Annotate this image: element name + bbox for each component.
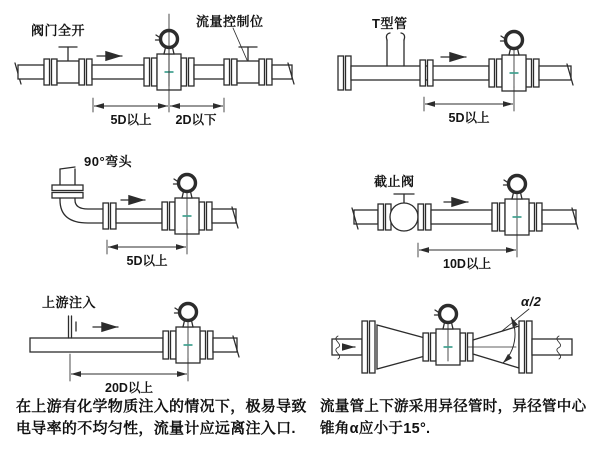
large-flange <box>362 321 368 373</box>
globe-valve <box>390 194 418 231</box>
panel-upstream-injection <box>30 304 239 382</box>
flange-pair <box>44 59 57 85</box>
dim-label-5d-elbow: 5D以上 <box>126 254 168 268</box>
caption-reducer-line1: 流量管上下游采用异径管时，异径管中心 <box>320 399 587 415</box>
caption-reducer-line2: 锥角α应小于15°. <box>320 421 431 437</box>
pipe <box>92 65 144 79</box>
flange-pair <box>378 204 391 230</box>
flange-pair <box>259 59 272 85</box>
panel-reducer <box>332 306 572 374</box>
gate-valve-flow-control <box>237 47 259 83</box>
pipe <box>213 338 237 352</box>
flowmeter <box>162 175 212 235</box>
dim-label-5d-upstream: 5D以上 <box>110 113 152 127</box>
caption-injection-note <box>16 396 312 440</box>
flowmeter <box>489 32 539 92</box>
flange-pair <box>224 59 237 85</box>
label-flow-control-position: 流量控制位 <box>196 14 264 29</box>
large-flange <box>519 321 525 373</box>
injection-tube <box>69 316 77 338</box>
dim-label-20d: 20D以上 <box>105 381 153 395</box>
flange-pair <box>79 59 92 85</box>
label-upstream-injection: 上游注入 <box>42 295 97 310</box>
label-half-cone-angle: α/2 <box>521 294 542 309</box>
large-flange <box>527 321 533 373</box>
pipe <box>30 338 163 352</box>
caption-reducer-note <box>320 396 596 440</box>
gate-valve-full-open <box>57 47 79 83</box>
pipe <box>431 210 492 224</box>
dim-label-5d-tpipe: 5D以上 <box>448 111 490 125</box>
end-flange <box>338 56 351 90</box>
pipe <box>532 339 572 355</box>
large-flange <box>370 321 376 373</box>
caption-injection-line1: 在上游有化学物质注入的情况下，极易导致 <box>16 398 307 415</box>
elbow <box>52 167 103 223</box>
flowmeter <box>492 176 542 236</box>
label-valve-full-open: 阀门全开 <box>31 23 86 38</box>
flowmeter <box>423 306 473 366</box>
dim-label-10d: 10D以上 <box>443 257 491 271</box>
label-elbow-90: 90°弯头 <box>84 154 133 169</box>
pipe <box>539 66 571 80</box>
t-branch <box>386 33 404 66</box>
panel-t-pipe <box>338 32 573 112</box>
pipe <box>18 65 44 79</box>
panel-elbow-90 <box>52 167 238 254</box>
label-stop-valve: 截止阀 <box>374 174 415 189</box>
pipe <box>116 209 162 223</box>
label-t-pipe: T型管 <box>372 16 408 31</box>
flange-pair <box>418 204 431 230</box>
pipe <box>194 65 224 79</box>
leader-line <box>233 28 247 60</box>
reducer-cone-inlet <box>377 325 425 369</box>
pipe <box>542 210 576 224</box>
pipe <box>354 210 378 224</box>
pipe <box>212 209 236 223</box>
dim-label-2d-downstream: 2D以下 <box>175 113 217 127</box>
caption-injection-line2: 电导率的不均匀性，流量计应远离注入口. <box>16 420 296 437</box>
flowmeter <box>163 304 213 364</box>
flange-pair <box>103 203 116 229</box>
